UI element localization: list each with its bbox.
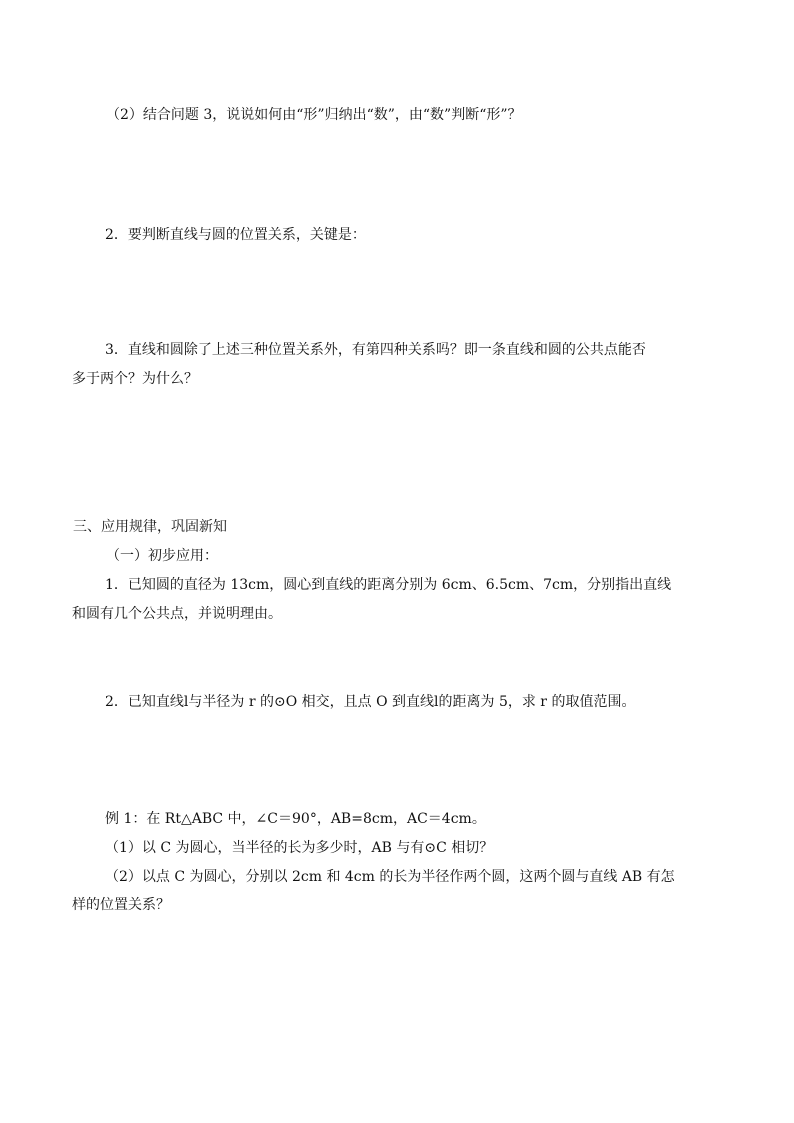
example-1-question-1: （1）以 C 为圆心，当半径的长为多少时，AB 与有⊙C 相切？ <box>105 840 494 856</box>
item-2-key-point: 2．要判断直线与圆的位置关系，关键是： <box>105 227 366 243</box>
exercise-2: 2．已知直线l与半径为 r 的⊙O 相交，且点 O 到直线l的距离为 5，求 r 的取值范围。 <box>105 694 636 710</box>
item-3-line-1: 3．直线和圆除了上述三种位置关系外，有第四种关系吗？即一条直线和圆的公共点能否 <box>105 342 646 358</box>
question-2-subpart: （2）结合问题 3，说说如何由“形”归纳出“数”，由“数”判断“形”？ <box>106 107 522 123</box>
exercise-1-line-2: 和圆有几个公共点，并说明理由。 <box>72 606 282 622</box>
example-1-question-2-line-2: 样的位置关系？ <box>72 897 170 913</box>
section-3-title: 三、应用规律，巩固新知 <box>73 519 227 535</box>
example-1-question-2-line-1: （2）以点 C 为圆心，分别以 2cm 和 4cm 的长为半径作两个圆，这两个圆与直线 AB 有怎 <box>105 869 675 885</box>
exercise-1-line-1: 1．已知圆的直径为 13cm，圆心到直线的距离分别为 6cm、6.5cm、7cm，分别指出直线 <box>105 577 672 593</box>
subsection-1-title: （一）初步应用： <box>106 548 218 564</box>
example-1-statement: 例 1：在 Rt△ABC 中，∠C＝90°，AB=8cm，AC＝4cm。 <box>105 811 486 827</box>
item-3-line-2: 多于两个？为什么？ <box>72 371 198 387</box>
